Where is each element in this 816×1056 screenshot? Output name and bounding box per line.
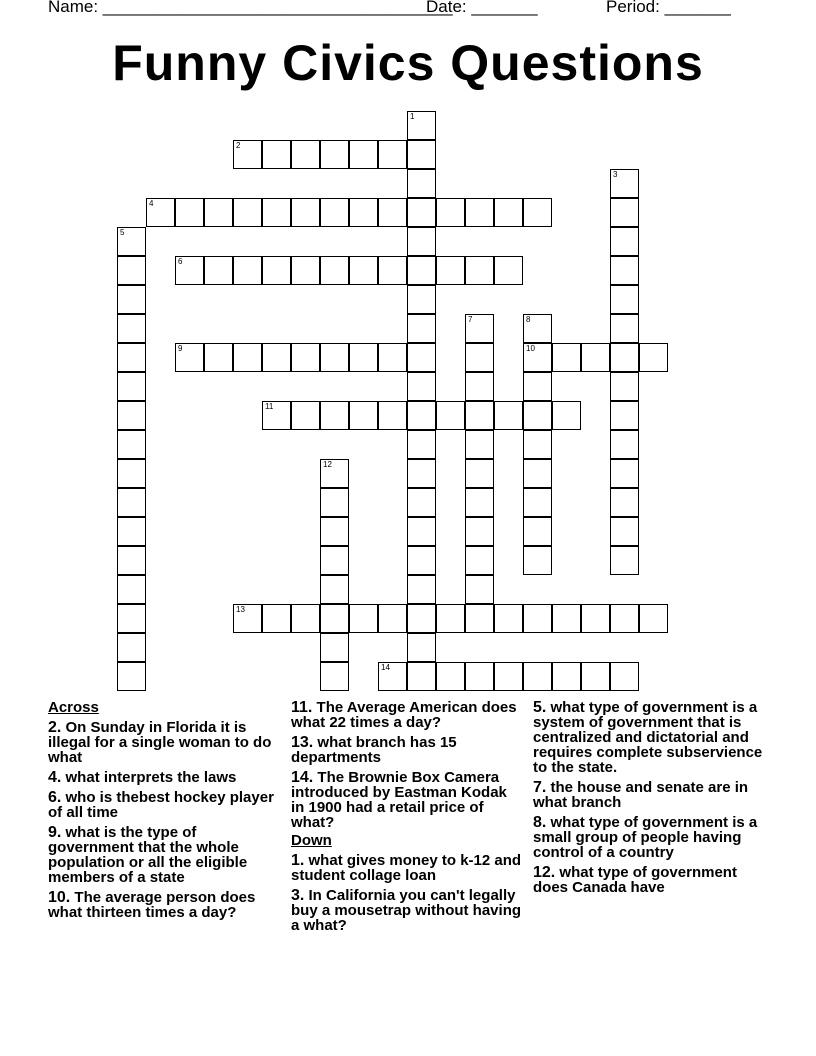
down-clue-list <box>291 853 523 933</box>
crossword-cell[interactable] <box>291 198 320 227</box>
clues-column-2 <box>291 700 523 938</box>
crossword-cell[interactable] <box>610 256 639 285</box>
crossword-cell[interactable] <box>378 604 407 633</box>
crossword-cell[interactable] <box>610 372 639 401</box>
crossword-cell[interactable] <box>523 314 552 343</box>
name-field-label: Name: _____________________________________ <box>48 0 453 16</box>
clues-column-3 <box>533 700 769 900</box>
crossword-cell[interactable] <box>117 314 146 343</box>
clue-item-number: 12. <box>533 864 556 881</box>
clue-item <box>48 770 280 785</box>
crossword-cell[interactable] <box>117 546 146 575</box>
crossword-cell[interactable] <box>320 459 349 488</box>
clue-item <box>291 853 523 883</box>
crossword-cell[interactable] <box>465 314 494 343</box>
crossword-cell[interactable] <box>494 198 523 227</box>
clue-number: 11 <box>265 402 274 411</box>
crossword-cell[interactable] <box>494 604 523 633</box>
crossword-cell[interactable] <box>523 343 552 372</box>
clue-number: 9 <box>178 344 183 353</box>
crossword-cell[interactable] <box>204 198 233 227</box>
clue-item-number: 14. <box>291 769 314 786</box>
crossword-cell[interactable] <box>320 633 349 662</box>
crossword-cell[interactable] <box>262 256 291 285</box>
crossword-cell[interactable] <box>320 343 349 372</box>
crossword-cell[interactable] <box>262 343 291 372</box>
clue-item-number: 10. <box>48 889 71 906</box>
clue-item <box>533 815 769 860</box>
crossword-cell[interactable] <box>233 256 262 285</box>
date-field-label: Date: _______ <box>426 0 538 16</box>
crossword-cell[interactable] <box>465 517 494 546</box>
crossword-cell[interactable] <box>523 488 552 517</box>
crossword-cell[interactable] <box>407 169 436 198</box>
crossword-cell[interactable] <box>465 343 494 372</box>
crossword-cell[interactable] <box>407 227 436 256</box>
crossword-cell[interactable] <box>523 459 552 488</box>
clue-item-number: 4. <box>48 769 62 786</box>
crossword-cell[interactable] <box>407 285 436 314</box>
crossword-cell[interactable] <box>378 343 407 372</box>
clue-item-text: what type of government is a small group of people having control of a country <box>533 814 758 861</box>
crossword-cell[interactable] <box>465 198 494 227</box>
crossword-cell[interactable] <box>523 372 552 401</box>
crossword-cell[interactable] <box>552 662 581 691</box>
crossword-cell[interactable] <box>523 517 552 546</box>
crossword-cell[interactable] <box>291 343 320 372</box>
clue-item <box>48 720 280 765</box>
crossword-cell[interactable] <box>523 430 552 459</box>
clue-item <box>291 735 523 765</box>
crossword-cell[interactable] <box>407 546 436 575</box>
crossword-cell[interactable] <box>465 430 494 459</box>
crossword-cell[interactable] <box>407 401 436 430</box>
crossword-cell[interactable] <box>204 343 233 372</box>
crossword-cell[interactable] <box>233 140 262 169</box>
crossword-cell[interactable] <box>581 343 610 372</box>
crossword-cell[interactable] <box>291 604 320 633</box>
clue-item <box>291 700 523 730</box>
clue-item-number: 6. <box>48 789 62 806</box>
page-title: Funny Civics Questions <box>112 35 704 91</box>
clue-number: 4 <box>149 199 154 208</box>
crossword-cell[interactable] <box>320 198 349 227</box>
crossword-cell[interactable] <box>407 430 436 459</box>
down-heading: Down <box>291 832 332 849</box>
crossword-cell[interactable] <box>320 546 349 575</box>
crossword-cell[interactable] <box>610 198 639 227</box>
crossword-cell[interactable] <box>320 140 349 169</box>
crossword-cell[interactable] <box>465 662 494 691</box>
crossword-cell[interactable] <box>465 459 494 488</box>
clue-item <box>48 790 280 820</box>
crossword-cell[interactable] <box>378 198 407 227</box>
clue-item <box>533 780 769 810</box>
clue-item-number: 7. <box>533 779 547 796</box>
clue-item-text: the house and senate are in what branch <box>533 779 749 811</box>
crossword-cell[interactable] <box>581 604 610 633</box>
crossword-cell[interactable] <box>639 343 668 372</box>
crossword-cell[interactable] <box>175 343 204 372</box>
clue-item-text: The Average American does what 22 times a day? <box>291 699 517 731</box>
crossword-cell[interactable] <box>407 111 436 140</box>
clue-item-number: 1. <box>291 852 305 869</box>
clue-item <box>533 865 769 895</box>
clue-item-text: what type of government is a system of government that is centralized and dictatorial and requires complete subservience to the state. <box>533 699 763 776</box>
crossword-cell[interactable] <box>262 140 291 169</box>
crossword-cell[interactable] <box>407 575 436 604</box>
crossword-cell[interactable] <box>610 314 639 343</box>
crossword-cell[interactable] <box>233 343 262 372</box>
crossword-cell[interactable] <box>291 401 320 430</box>
crossword-cell[interactable] <box>436 198 465 227</box>
crossword-cell[interactable] <box>117 604 146 633</box>
crossword-cell[interactable] <box>407 372 436 401</box>
crossword-cell[interactable] <box>117 633 146 662</box>
clue-number: 3 <box>613 170 618 179</box>
crossword-cell[interactable] <box>465 546 494 575</box>
clue-item-text: what branch has 15 departments <box>291 734 457 766</box>
crossword-cell[interactable] <box>117 285 146 314</box>
clue-item-text: what gives money to k-12 and student collage loan <box>291 852 522 884</box>
crossword-cell[interactable] <box>407 604 436 633</box>
crossword-cell[interactable] <box>610 169 639 198</box>
crossword-cell[interactable] <box>610 285 639 314</box>
crossword-cell[interactable] <box>465 488 494 517</box>
crossword-cell[interactable] <box>610 662 639 691</box>
crossword-cell[interactable] <box>552 401 581 430</box>
clue-number: 1 <box>410 112 415 121</box>
crossword-cell[interactable] <box>320 575 349 604</box>
clue-item-number: 11. <box>291 699 313 716</box>
crossword-cell[interactable] <box>175 256 204 285</box>
crossword-cell[interactable] <box>117 256 146 285</box>
crossword-cell[interactable] <box>291 256 320 285</box>
crossword-cell[interactable] <box>233 604 262 633</box>
clue-item-number: 2. <box>48 719 62 736</box>
crossword-cell[interactable] <box>117 488 146 517</box>
crossword-cell[interactable] <box>465 372 494 401</box>
crossword-cell[interactable] <box>204 256 233 285</box>
clue-item-number: 9. <box>48 824 62 841</box>
clue-item-text: what interprets the laws <box>65 769 237 786</box>
crossword-cell[interactable] <box>320 488 349 517</box>
crossword-cell[interactable] <box>320 401 349 430</box>
crossword-cell[interactable] <box>320 517 349 546</box>
crossword-cell[interactable] <box>407 633 436 662</box>
crossword-cell[interactable] <box>117 517 146 546</box>
crossword-cell[interactable] <box>378 401 407 430</box>
crossword-cell[interactable] <box>349 604 378 633</box>
crossword-cell[interactable] <box>494 662 523 691</box>
clues-column-1 <box>48 700 280 925</box>
period-field-label: Period: _______ <box>606 0 731 16</box>
crossword-cell[interactable] <box>523 662 552 691</box>
crossword-cell[interactable] <box>494 401 523 430</box>
crossword-cell[interactable] <box>465 575 494 604</box>
crossword-cell[interactable] <box>610 517 639 546</box>
crossword-cell[interactable] <box>610 401 639 430</box>
crossword-cell[interactable] <box>581 662 610 691</box>
crossword-cell[interactable] <box>523 401 552 430</box>
crossword-cell[interactable] <box>378 256 407 285</box>
crossword-cell[interactable] <box>320 256 349 285</box>
clue-item-text: The average person does what thirteen times a day? <box>48 889 256 921</box>
crossword-cell[interactable] <box>523 604 552 633</box>
clue-number: 10 <box>526 344 535 353</box>
clue-item-text: In California you can't legally buy a mousetrap without having a what? <box>291 887 522 934</box>
crossword-cell[interactable] <box>523 198 552 227</box>
clue-number: 13 <box>236 605 245 614</box>
crossword-cell[interactable] <box>378 662 407 691</box>
clue-number: 6 <box>178 257 183 266</box>
crossword-cell[interactable] <box>610 604 639 633</box>
crossword-cell[interactable] <box>349 401 378 430</box>
across-clue-list <box>48 720 280 920</box>
crossword-cell[interactable] <box>349 198 378 227</box>
crossword-cell[interactable] <box>349 343 378 372</box>
crossword-cell[interactable] <box>117 459 146 488</box>
crossword-cell[interactable] <box>349 140 378 169</box>
across-clue-list-continued <box>291 700 523 830</box>
crossword-cell[interactable] <box>117 401 146 430</box>
clue-number: 8 <box>526 315 531 324</box>
crossword-cell[interactable] <box>639 604 668 633</box>
clue-number: 12 <box>323 460 332 469</box>
clue-item-number: 8. <box>533 814 547 831</box>
crossword-cell[interactable] <box>523 546 552 575</box>
crossword-cell[interactable] <box>610 546 639 575</box>
crossword-cell[interactable] <box>407 256 436 285</box>
clue-item-number: 3. <box>291 887 305 904</box>
crossword-cell[interactable] <box>436 604 465 633</box>
clue-item-number: 5. <box>533 699 547 716</box>
crossword-cell[interactable] <box>117 343 146 372</box>
clue-item <box>533 700 769 775</box>
crossword-cell[interactable] <box>117 227 146 256</box>
crossword-cell[interactable] <box>436 401 465 430</box>
crossword-cell[interactable] <box>407 662 436 691</box>
crossword-cell[interactable] <box>117 372 146 401</box>
clue-number: 14 <box>381 663 390 672</box>
crossword-cell[interactable] <box>610 430 639 459</box>
crossword-cell[interactable] <box>610 343 639 372</box>
crossword-cell[interactable] <box>552 604 581 633</box>
crossword-cell[interactable] <box>465 604 494 633</box>
crossword-cell[interactable] <box>407 198 436 227</box>
clue-item <box>48 825 280 885</box>
clue-item <box>291 770 523 830</box>
crossword-cell[interactable] <box>610 488 639 517</box>
crossword-cell[interactable] <box>436 256 465 285</box>
clue-number: 5 <box>120 228 125 237</box>
crossword-cell[interactable] <box>552 343 581 372</box>
crossword-cell[interactable] <box>436 662 465 691</box>
clue-item-text: On Sunday in Florida it is illegal for a single woman to do what <box>48 719 272 766</box>
crossword-cell[interactable] <box>233 198 262 227</box>
crossword-cell[interactable] <box>117 575 146 604</box>
crossword-cell[interactable] <box>291 140 320 169</box>
clue-item-text: who is thebest hockey player of all time <box>48 789 274 821</box>
clue-number: 2 <box>236 141 241 150</box>
crossword-cell[interactable] <box>407 488 436 517</box>
down-clue-list-continued <box>533 700 769 895</box>
clue-item-text: what is the type of government that the whole population or all the eligible members of a state <box>48 824 248 886</box>
clue-item-text: what type of government does Canada have <box>533 864 737 896</box>
clue-item-text: The Brownie Box Camera introduced by Eastman Kodak in 1900 had a retail price of what? <box>291 769 507 831</box>
crossword-cell[interactable] <box>175 198 204 227</box>
crossword-cell[interactable] <box>407 343 436 372</box>
crossword-cell[interactable] <box>465 256 494 285</box>
crossword-cell[interactable] <box>378 140 407 169</box>
crossword-cell[interactable] <box>407 314 436 343</box>
clue-number: 7 <box>468 315 473 324</box>
clue-item-number: 13. <box>291 734 314 751</box>
crossword-cell[interactable] <box>610 227 639 256</box>
crossword-cell[interactable] <box>407 517 436 546</box>
crossword-cell[interactable] <box>262 401 291 430</box>
crossword-cell[interactable] <box>407 140 436 169</box>
crossword-cell[interactable] <box>407 459 436 488</box>
crossword-cell[interactable] <box>465 401 494 430</box>
clue-item <box>291 888 523 933</box>
crossword-cell[interactable] <box>262 604 291 633</box>
crossword-cell[interactable] <box>117 430 146 459</box>
crossword-cell[interactable] <box>262 198 291 227</box>
crossword-cell[interactable] <box>146 198 175 227</box>
crossword-cell[interactable] <box>320 604 349 633</box>
clue-item <box>48 890 280 920</box>
crossword-cell[interactable] <box>320 662 349 691</box>
crossword-cell[interactable] <box>117 662 146 691</box>
across-heading: Across <box>48 699 99 716</box>
crossword-cell[interactable] <box>349 256 378 285</box>
crossword-cell[interactable] <box>494 256 523 285</box>
crossword-cell[interactable] <box>610 459 639 488</box>
